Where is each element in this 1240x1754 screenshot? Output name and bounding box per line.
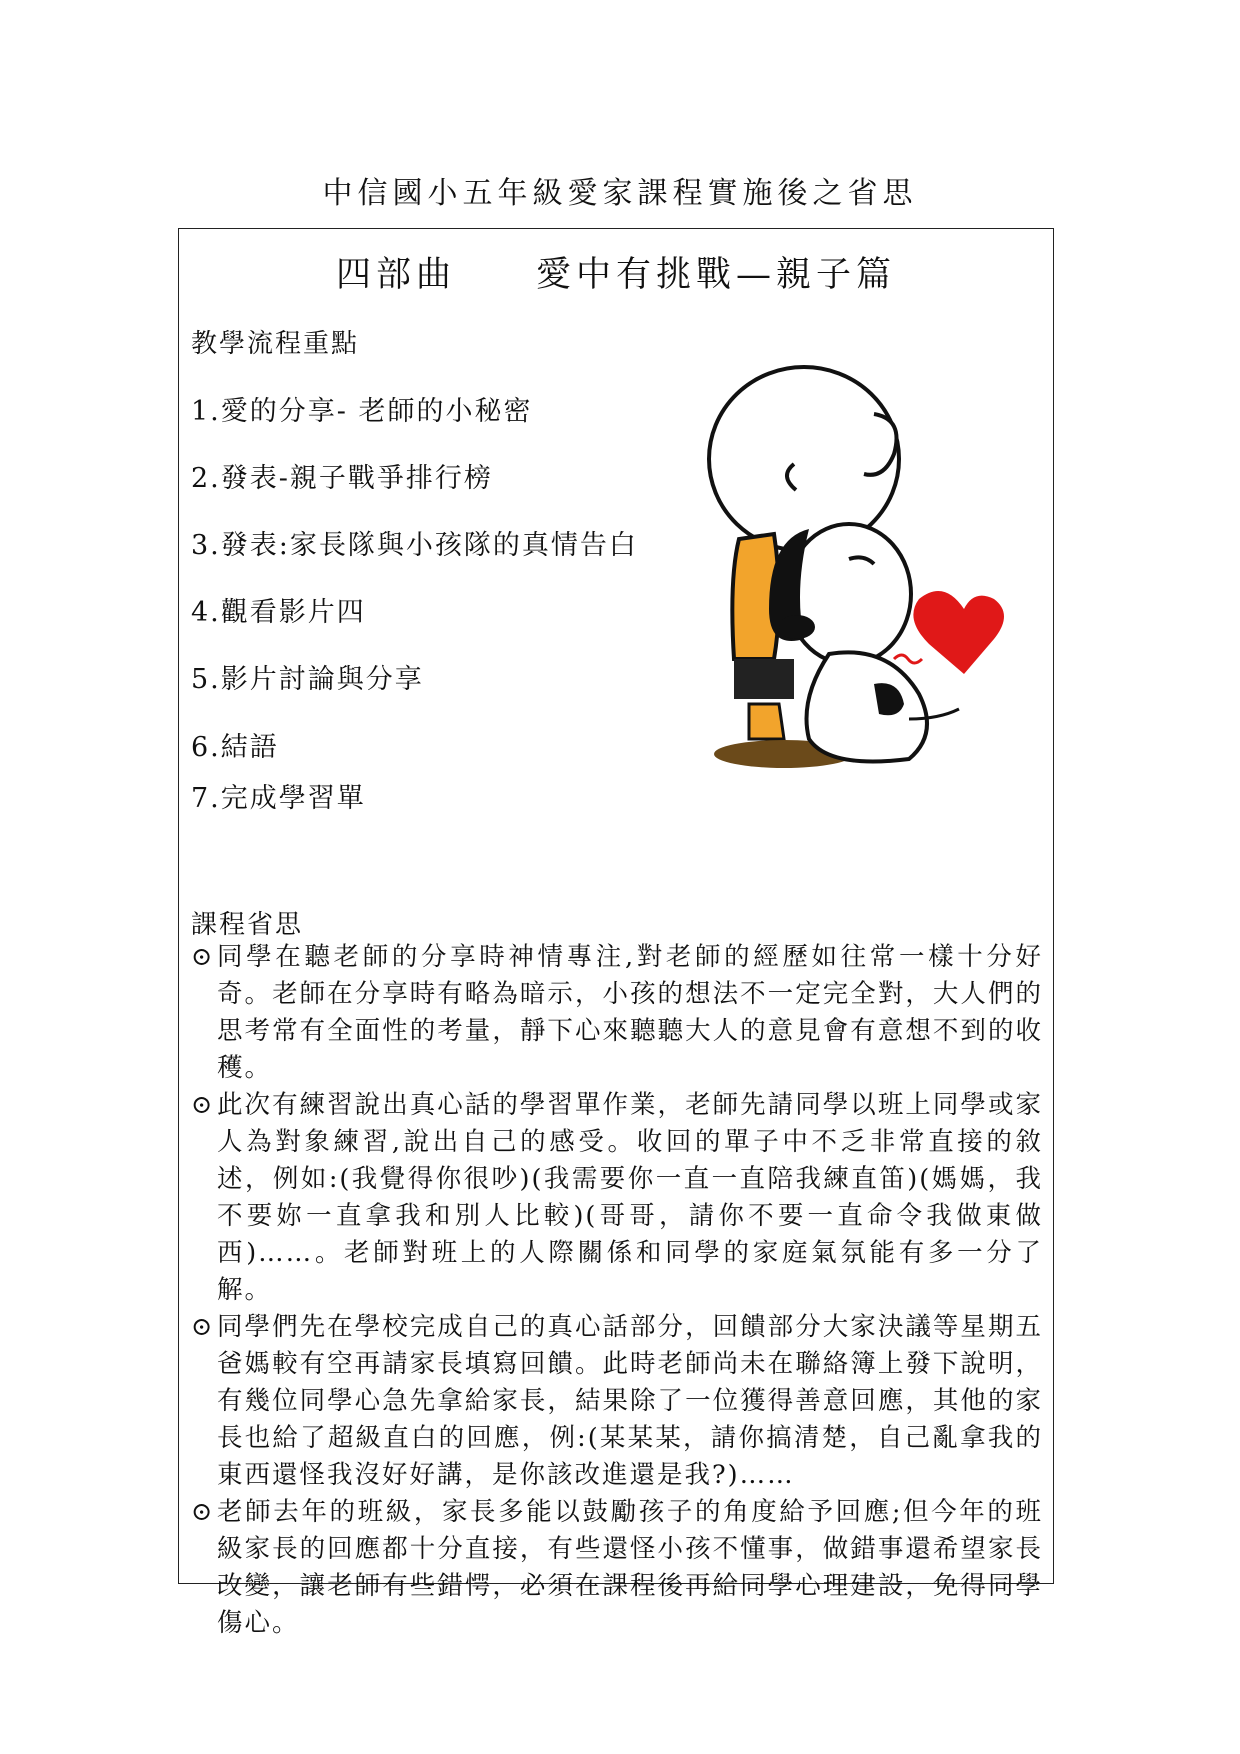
reflection-text: 同學在聽老師的分享時神情專注,對老師的經歷如往常一樣十分好奇。老師在分享時有略為暗示，小孩的想法不一定完全對，大人們的思考常有全面性的考量，靜下心來聽聽大人的意見會有意想不到的收穫。 bbox=[217, 942, 1043, 1083]
reflection-text: 老師去年的班級，家長多能以鼓勵孩子的角度給予回應;但今年的班級家長的回應都十分直接，有些還怪小孩不懂事，做錯事還希望家長改變，讓老師有些錯愕，必須在課程後再給同學心理建設，免得同學傷心。 bbox=[217, 1497, 1043, 1638]
reflection-item bbox=[191, 1494, 1043, 1642]
bullet-icon: ⊙ bbox=[191, 1497, 213, 1527]
reflection-text: 同學們先在學校完成自己的真心話部分，回饋部分大家決議等星期五爸媽較有空再請家長填寫回饋。此時老師尚未在聯絡簿上發下說明，有幾位同學心急先拿給家長，結果除了一位獲得善意回應，其他的家長也給了超級直白的回應，例:(某某某，請你搞清楚，自己亂拿我的東西還怪我沒好好講，是你該改進還是我?)…… bbox=[217, 1312, 1043, 1490]
bullet-icon: ⊙ bbox=[191, 1090, 213, 1120]
teaching-step: 1.愛的分享- 老師的小秘密 bbox=[191, 396, 533, 427]
reflection-item bbox=[191, 939, 1043, 1087]
teaching-step: 6.結語 bbox=[191, 732, 279, 763]
reflection-text: 此次有練習說出真心話的學習單作業，老師先請同學以班上同學或家人為對象練習,說出自己的感受。收回的單子中不乏非常直接的敘述，例如:(我覺得你很吵)(我需要你一直一直陪我練直笛)(媽媽，我不要妳一直拿我和別人比較)(哥哥，請你不要一直命令我做東做西)……。老師對班上的人際關係和同學的家庭氣氛能有多一分了解。 bbox=[217, 1090, 1043, 1305]
teaching-step: 2.發表-親子戰爭排行榜 bbox=[191, 463, 493, 494]
reflection-heading: 課程省思 bbox=[191, 910, 304, 940]
teaching-flow-heading: 教學流程重點 bbox=[191, 329, 360, 359]
reflection-item bbox=[191, 1087, 1043, 1309]
teaching-step: 3.發表:家長隊與小孩隊的真情告白 bbox=[191, 530, 638, 561]
teaching-step: 4.觀看影片四 bbox=[191, 597, 366, 628]
reflection-list bbox=[191, 939, 1043, 1642]
bullet-icon: ⊙ bbox=[191, 1312, 213, 1342]
content-frame bbox=[178, 228, 1054, 1638]
teaching-step: 7.完成學習單 bbox=[191, 783, 366, 814]
unit-title: 四部曲 愛中有挑戰—親子篇 bbox=[335, 255, 896, 295]
document-title: 中信國小五年級愛家課程實施後之省思 bbox=[322, 176, 918, 211]
bullet-icon: ⊙ bbox=[191, 942, 213, 972]
reflection-item bbox=[191, 1309, 1043, 1494]
charlie-brown-hugging-snoopy-icon bbox=[679, 359, 1019, 779]
teaching-step: 5.影片討論與分享 bbox=[191, 664, 424, 695]
